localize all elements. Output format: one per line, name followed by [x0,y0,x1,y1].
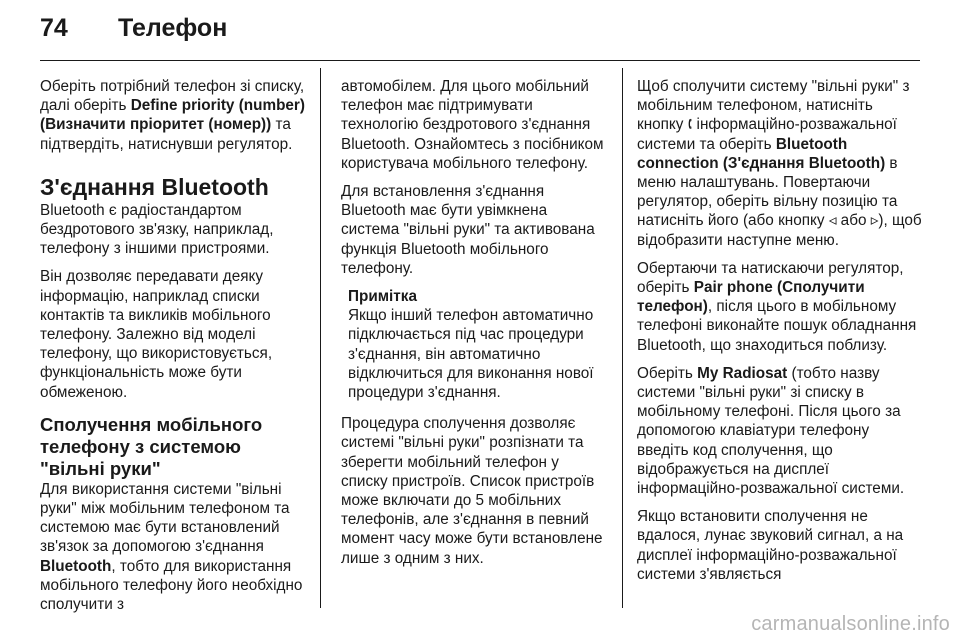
watermark-text: carmanualsonline.info [751,613,950,635]
page-header [0,0,960,62]
column-divider-2 [622,68,623,608]
paragraph-select-phone: Оберіть потрібний телефон зі списку, далі оберіть Define priority (number) (Визначити пріоритет (номер)) та підтвердіть, натиснувши регулятор. [40,78,305,153]
menu-term-pair-phone: Pair phone (Сполучити телефон) [637,279,865,316]
paragraph-vehicle-support: автомобілем. Для цього мобільний телефон має підтримувати технологію бездротового з'єднання Bluetooth. Ознайомтесь з посібником користувача мобільного телефону. [341,78,604,172]
note-text: Якщо інший телефон автоматично підключається під час процедури з'єднання, він автоматично відключиться для виконання нової процедури з'єднання. [348,307,594,402]
paragraph-pairing-failed: Якщо встановити сполучення не вдалося, лунає звуковий сигнал, а на дисплеї інформаційно-розважальної системи з'являється [637,508,904,583]
column-divider-1 [320,68,321,608]
heading-pairing: Сполучення мобільного телефону з системою "вільні руки" [40,413,263,479]
note-title: Примітка [348,288,417,306]
header-divider [40,60,920,61]
menu-term-bluetooth-connection: Bluetooth connection (З'єднання Bluetooth) [637,135,886,172]
page-title: Телефон [118,14,228,42]
paragraph-pairing-intro: Для використання системи "вільні руки" між мобільним телефоном та системою має бути встановлений зв'язок за допомогою з'єднання Bluetooth, тобто для використання мобільного телефону його необхідно сполучити з [40,480,303,614]
paragraph-bluetooth-intro: Bluetooth є радіостандартом бездротового зв'язку, наприклад, телефону з іншими пристроями. [40,201,274,258]
paragraph-pair-phone: Обертаючи та натискаючи регулятор, оберіть Pair phone (Сполучити телефон), після цього в мобільному телефоні виконайте пошук обладнання Bluetooth, що знаходиться поблизу. [637,259,917,354]
menu-term-my-radiosat: My Radiosat [697,364,788,382]
page-number: 74 [40,14,68,42]
paragraph-pairing-steps: Щоб сполучити систему "вільні руки" з мобільним телефоном, натисніть кнопку 🕻 інформаційно-розважальної системи та оберіть Bluetooth connection (З'єднання Bluetooth) в меню налаштувань. Повертаючи регулятор, оберіть вільну позицію та натисніть його (або кнопку ◃ або ▹), щоб відобразити наступне меню. [637,78,922,249]
menu-term-define-priority: Define priority (number) (Визначити пріоритет (номер)) [40,97,305,134]
phone-key-icon: 🕻 [687,116,693,134]
paragraph-bluetooth-info: Він дозволяє передавати деяку інформацію, наприклад списки контактів та викликів мобільного телефону. Залежно від моделі телефону, що використовується, функціональність може бути обмеженою. [40,268,273,401]
column-2 [341,77,605,577]
column-3 [637,77,923,593]
paragraph-pairing-procedure: Процедура сполучення дозволяє системі "вільні руки" розпізнати та зберегти мобільний телефон у списку пристроїв. Список пристроїв може включати до 5 мобільних телефонів, але з'єднання в певний момент часу може бути встановлене лише з одним з них. [341,415,603,567]
column-1 [40,77,305,623]
note-box [341,287,605,402]
heading-bluetooth-connection: З'єднання Bluetooth [40,173,269,200]
paragraph-enable-bluetooth: Для встановлення з'єднання Bluetooth має бути увімкнена система "вільні руки" та активована функція Bluetooth мобільного телефону. [341,183,595,277]
paragraph-select-radiosat: Оберіть My Radiosat (тобто назву системи "вільні руки" зі списку в мобільному телефоні. Після цього за допомогою клавіатури телефону введіть код сполучення, що відображується на дисплеї інформаційно-розважальної системи. [637,364,905,498]
